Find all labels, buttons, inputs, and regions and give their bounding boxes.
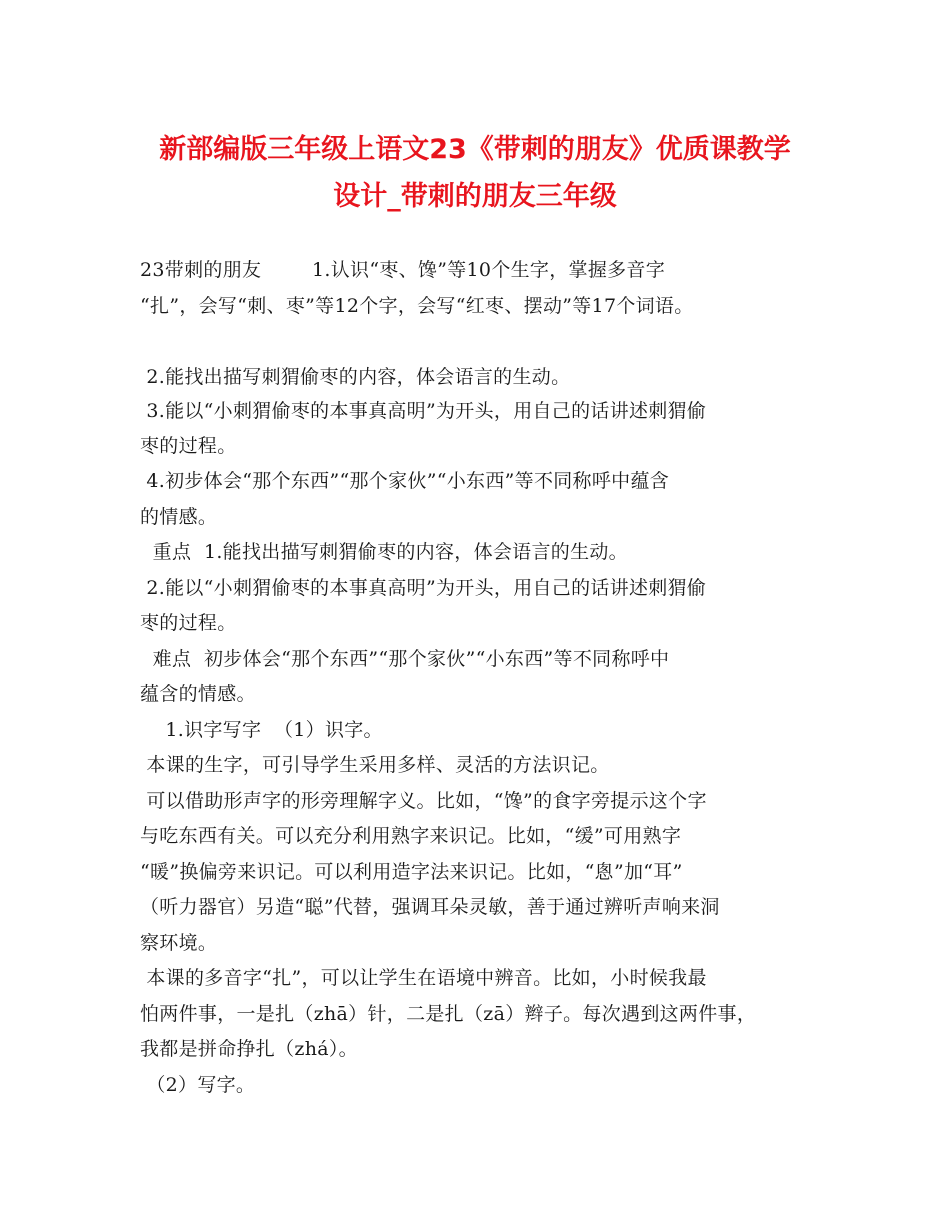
body-line: 2.能以“小刺猬偷枣的本事真高明”为开头，用自己的话讲述刺猬偷 <box>140 577 707 599</box>
body-line: 4.初步体会“那个东西”“那个家伙”“小东西”等不同称呼中蕴含 <box>140 470 670 492</box>
body-line: 察环境。 <box>140 932 218 954</box>
body-line: 与吃东西有关。可以充分利用熟字来识记。比如，“缓”可用熟字 <box>140 825 682 847</box>
body-line: （听力器官）另造“聪”代替，强调耳朵灵敏，善于通过辨听声响来洞 <box>140 896 720 918</box>
body-line: 重点 1.能找出描写刺猬偷枣的内容，体会语言的生动。 <box>140 541 628 563</box>
body-line: 枣的过程。 <box>140 435 237 457</box>
document-title-line-1: 新部编版三年级上语文23《带刺的朋友》优质课教学 <box>159 134 791 165</box>
body-line: “扎”，会写“刺、枣”等12个字，会写“红枣、摆动”等17个词语。 <box>140 295 694 317</box>
document-title-line-2: 设计_带刺的朋友三年级 <box>333 181 617 212</box>
body-line: （2）写字。 <box>140 1074 256 1096</box>
body-line: 可以借助形声字的形旁理解字义。比如，“馋”的食字旁提示这个字 <box>140 790 707 812</box>
body-line: 怕两件事，一是扎（zhā）针，二是扎（zā）辫子。每次遇到这两件事， <box>140 1003 757 1025</box>
body-line: 3.能以“小刺猬偷枣的本事真高明”为开头，用自己的话讲述刺猬偷 <box>140 400 707 422</box>
body-line: 的情感。 <box>140 506 218 528</box>
body-line: 23带刺的朋友 1.认识“枣、馋”等10个生字，掌握多音字 <box>140 259 666 281</box>
body-line: “暖”换偏旁来识记。可以利用造字法来识记。比如，“悤”加“耳” <box>140 861 683 883</box>
body-line: 蕴含的情感。 <box>140 683 256 705</box>
body-line: 难点 初步体会“那个东西”“那个家伙”“小东西”等不同称呼中 <box>140 648 670 670</box>
body-line: 我都是拼命挣扎（zhá）。 <box>140 1038 358 1060</box>
body-line: 2.能找出描写刺猬偷枣的内容，体会语言的生动。 <box>140 366 571 388</box>
body-line: 本课的生字，可引导学生采用多样、灵活的方法识记。 <box>140 754 610 776</box>
body-line: 枣的过程。 <box>140 612 237 634</box>
body-line: 本课的多音字“扎”，可以让学生在语境中辨音。比如，小时候我最 <box>140 967 707 989</box>
body-line: 1.识字写字 （1）识字。 <box>140 719 383 741</box>
